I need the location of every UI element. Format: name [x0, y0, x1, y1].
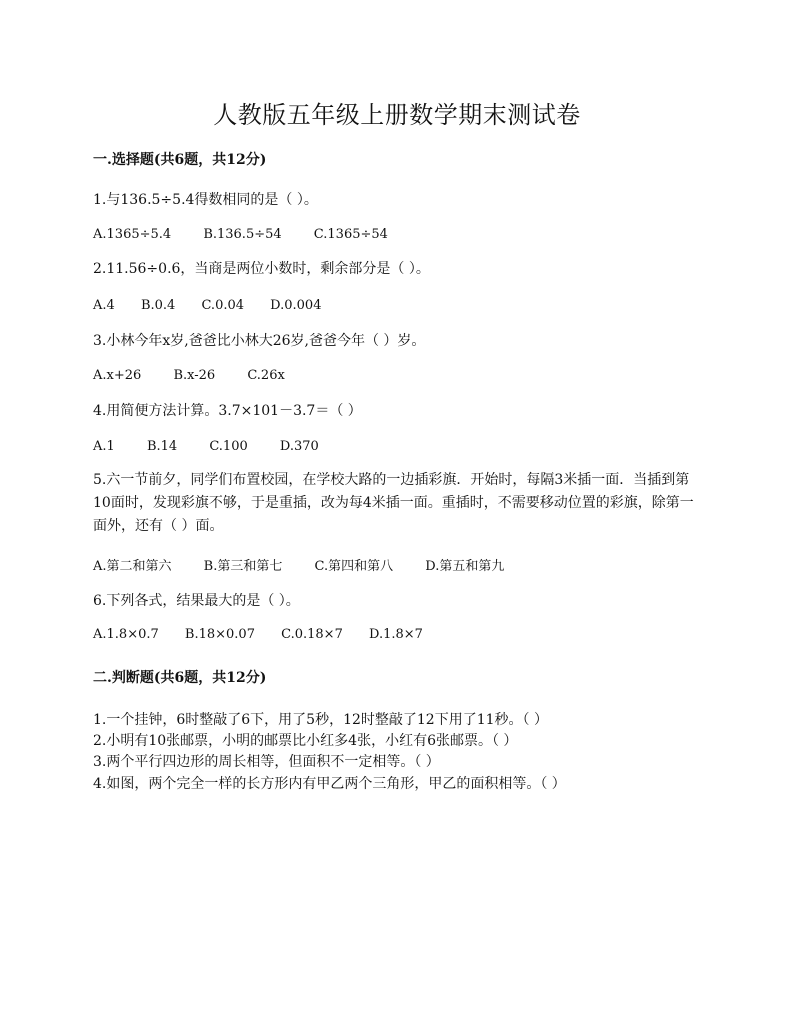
option-b: B.136.5÷54	[203, 227, 282, 242]
option-a: A.1	[93, 439, 115, 454]
option-c: C.100	[209, 439, 248, 454]
option-a: A.4	[93, 298, 115, 313]
option-b: B.18×0.07	[184, 627, 255, 642]
option-d: D.1.8×7	[369, 627, 423, 642]
section-header-choice: 一.选择题(共6题，共12分)	[93, 152, 267, 168]
question-5: 5.六一节前夕，同学们布置校园，在学校大路的一边插彩旗．开始时，每隔3米插一面．当插到第10面时，发现彩旗不够，于是重插，改为每4米插一面。重插时，不需要移动位置的彩旗，除第一面外，还有（ ）面。	[93, 472, 694, 534]
option-b: B.0.4	[140, 298, 176, 313]
tf-item-1: 1.一个挂钟，6时整敲了6下，用了5秒，12时整敲了12下用了11秒。（ ）	[93, 712, 548, 728]
option-d: D.0.004	[270, 298, 322, 313]
question-4-options	[93, 439, 347, 454]
option-b: B.14	[146, 439, 178, 454]
option-c: C.0.04	[201, 298, 245, 313]
question-1-options	[93, 227, 416, 242]
option-c: C.26x	[247, 368, 285, 383]
option-d: D.370	[279, 439, 319, 454]
option-a: A.x+26	[93, 368, 142, 383]
question-3: 3.小林今年x岁,爸爸比小林大26岁,爸爸今年（ ）岁。	[93, 333, 426, 349]
option-d: D.第五和第九	[425, 559, 505, 574]
tf-item-2: 2.小明有10张邮票，小明的邮票比小红多4张，小红有6张邮票。（ ）	[93, 733, 518, 749]
option-c: C.1365÷54	[313, 227, 388, 242]
question-5-options	[93, 555, 532, 574]
section-header-true-false: 二.判断题(共6题，共12分)	[93, 670, 267, 686]
option-c: C.0.18×7	[281, 627, 343, 642]
option-b: B.x-26	[173, 368, 216, 383]
option-c: C.第四和第八	[314, 559, 394, 574]
question-1: 1.与136.5÷5.4得数相同的是（ ）。	[93, 192, 318, 208]
question-6-options	[93, 627, 445, 642]
tf-item-3: 3.两个平行四边形的周长相等，但面积不一定相等。（ ）	[93, 754, 440, 770]
question-3-options	[93, 368, 313, 383]
option-a: A.1365÷5.4	[93, 227, 172, 242]
question-2: 2.11.56÷0.6，当商是两位小数时，剩余部分是（ ）。	[93, 261, 430, 277]
question-4: 4.用简便方法计算。3.7×101－3.7＝（ ）	[93, 403, 362, 419]
question-6: 6.下列各式，结果最大的是（ ）。	[93, 593, 300, 609]
tf-item-4: 4.如图，两个完全一样的长方形内有甲乙两个三角形，甲乙的面积相等。（ ）	[93, 776, 566, 792]
question-2-options	[93, 298, 343, 313]
page-title: 人教版五年级上册数学期末测试卷	[213, 101, 581, 129]
option-a: A.第二和第六	[93, 559, 172, 574]
option-a: A.1.8×0.7	[93, 627, 159, 642]
option-b: B.第三和第七	[203, 559, 283, 574]
